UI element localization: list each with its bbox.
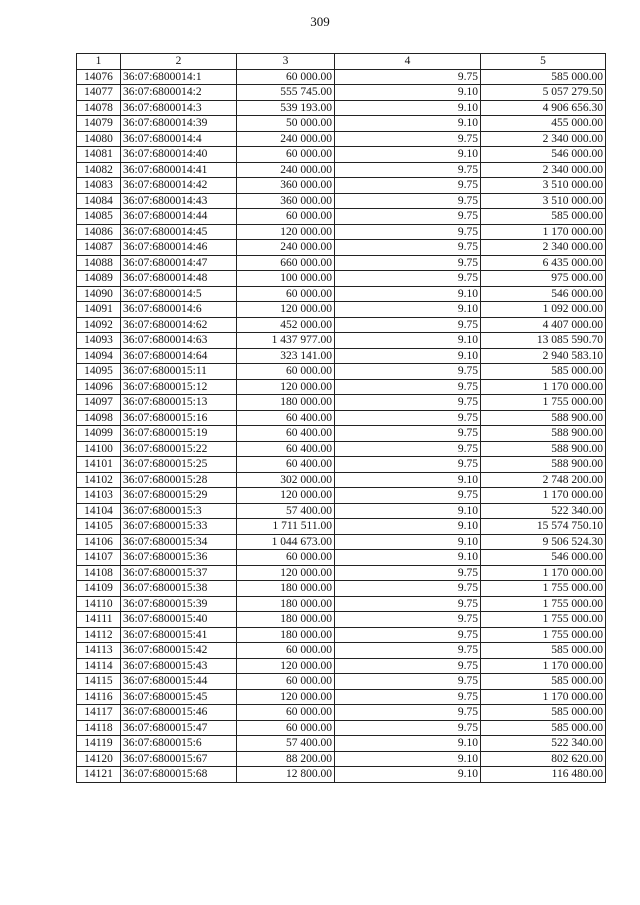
row-number-cell: 14081 — [77, 147, 121, 163]
rate-value-cell: 9.10 — [335, 286, 481, 302]
rate-value-cell: 9.75 — [335, 317, 481, 333]
area-value-cell: 360 000.00 — [237, 193, 335, 209]
cadastral-number-cell: 36:07:6800015:67 — [121, 751, 237, 767]
row-number-cell: 14088 — [77, 255, 121, 271]
table-row — [77, 472, 606, 488]
row-number-cell: 14112 — [77, 627, 121, 643]
rate-value-cell: 9.10 — [335, 519, 481, 535]
total-value-cell: 1 170 000.00 — [481, 379, 606, 395]
area-value-cell: 120 000.00 — [237, 488, 335, 504]
column-header-2: 2 — [121, 54, 237, 70]
column-header-5: 5 — [481, 54, 606, 70]
total-value-cell: 2 340 000.00 — [481, 131, 606, 147]
total-value-cell: 2 340 000.00 — [481, 240, 606, 256]
column-header-1: 1 — [77, 54, 121, 70]
rate-value-cell: 9.75 — [335, 627, 481, 643]
cadastral-number-cell: 36:07:6800015:28 — [121, 472, 237, 488]
rate-value-cell: 9.75 — [335, 209, 481, 225]
cadastral-number-cell: 36:07:6800014:2 — [121, 85, 237, 101]
cadastral-number-cell: 36:07:6800015:44 — [121, 674, 237, 690]
column-header-4: 4 — [335, 54, 481, 70]
rate-value-cell: 9.75 — [335, 178, 481, 194]
rate-value-cell: 9.10 — [335, 302, 481, 318]
table-body — [77, 69, 606, 782]
row-number-cell: 14111 — [77, 612, 121, 628]
total-value-cell: 13 085 590.70 — [481, 333, 606, 349]
total-value-cell: 1 170 000.00 — [481, 565, 606, 581]
total-value-cell: 455 000.00 — [481, 116, 606, 132]
row-number-cell: 14115 — [77, 674, 121, 690]
cadastral-number-cell: 36:07:6800014:62 — [121, 317, 237, 333]
table-row — [77, 162, 606, 178]
table-row — [77, 643, 606, 659]
total-value-cell: 2 340 000.00 — [481, 162, 606, 178]
row-number-cell: 14106 — [77, 534, 121, 550]
cadastral-number-cell: 36:07:6800014:45 — [121, 224, 237, 240]
area-value-cell: 88 200.00 — [237, 751, 335, 767]
table-row — [77, 705, 606, 721]
cadastral-number-cell: 36:07:6800014:44 — [121, 209, 237, 225]
table-row — [77, 596, 606, 612]
row-number-cell: 14084 — [77, 193, 121, 209]
row-number-cell: 14119 — [77, 736, 121, 752]
row-number-cell: 14107 — [77, 550, 121, 566]
area-value-cell: 660 000.00 — [237, 255, 335, 271]
table-row — [77, 147, 606, 163]
data-table — [76, 53, 606, 783]
rate-value-cell: 9.75 — [335, 193, 481, 209]
rate-value-cell: 9.10 — [335, 85, 481, 101]
area-value-cell: 1 711 511.00 — [237, 519, 335, 535]
area-value-cell: 60 400.00 — [237, 441, 335, 457]
table-row — [77, 69, 606, 85]
total-value-cell: 9 506 524.30 — [481, 534, 606, 550]
total-value-cell: 4 906 656.30 — [481, 100, 606, 116]
area-value-cell: 60 000.00 — [237, 364, 335, 380]
total-value-cell: 585 000.00 — [481, 674, 606, 690]
row-number-cell: 14095 — [77, 364, 121, 380]
row-number-cell: 14096 — [77, 379, 121, 395]
cadastral-number-cell: 36:07:6800014:5 — [121, 286, 237, 302]
total-value-cell: 802 620.00 — [481, 751, 606, 767]
row-number-cell: 14076 — [77, 69, 121, 85]
area-value-cell: 240 000.00 — [237, 240, 335, 256]
cadastral-number-cell: 36:07:6800015:45 — [121, 689, 237, 705]
table-row — [77, 302, 606, 318]
area-value-cell: 539 193.00 — [237, 100, 335, 116]
table-row — [77, 379, 606, 395]
cadastral-number-cell: 36:07:6800014:63 — [121, 333, 237, 349]
table-row — [77, 689, 606, 705]
table-row — [77, 751, 606, 767]
table-row — [77, 519, 606, 535]
area-value-cell: 120 000.00 — [237, 689, 335, 705]
table-row — [77, 627, 606, 643]
cadastral-number-cell: 36:07:6800015:43 — [121, 658, 237, 674]
row-number-cell: 14079 — [77, 116, 121, 132]
cadastral-number-cell: 36:07:6800015:13 — [121, 395, 237, 411]
table-row — [77, 410, 606, 426]
row-number-cell: 14116 — [77, 689, 121, 705]
rate-value-cell: 9.75 — [335, 271, 481, 287]
table-row — [77, 426, 606, 442]
total-value-cell: 585 000.00 — [481, 705, 606, 721]
cadastral-number-cell: 36:07:6800015:6 — [121, 736, 237, 752]
total-value-cell: 585 000.00 — [481, 643, 606, 659]
area-value-cell: 60 400.00 — [237, 410, 335, 426]
area-value-cell: 120 000.00 — [237, 565, 335, 581]
area-value-cell: 60 000.00 — [237, 643, 335, 659]
area-value-cell: 60 000.00 — [237, 147, 335, 163]
rate-value-cell: 9.75 — [335, 674, 481, 690]
area-value-cell: 180 000.00 — [237, 612, 335, 628]
total-value-cell: 522 340.00 — [481, 736, 606, 752]
rate-value-cell: 9.10 — [335, 333, 481, 349]
cadastral-number-cell: 36:07:6800015:68 — [121, 767, 237, 783]
total-value-cell: 588 900.00 — [481, 410, 606, 426]
cadastral-number-cell: 36:07:6800014:43 — [121, 193, 237, 209]
table-row — [77, 534, 606, 550]
row-number-cell: 14121 — [77, 767, 121, 783]
cadastral-number-cell: 36:07:6800015:40 — [121, 612, 237, 628]
cadastral-number-cell: 36:07:6800014:46 — [121, 240, 237, 256]
area-value-cell: 60 000.00 — [237, 69, 335, 85]
rate-value-cell: 9.75 — [335, 426, 481, 442]
rate-value-cell: 9.75 — [335, 488, 481, 504]
rate-value-cell: 9.75 — [335, 395, 481, 411]
table-row — [77, 658, 606, 674]
total-value-cell: 3 510 000.00 — [481, 178, 606, 194]
row-number-cell: 14077 — [77, 85, 121, 101]
area-value-cell: 180 000.00 — [237, 581, 335, 597]
total-value-cell: 975 000.00 — [481, 271, 606, 287]
area-value-cell: 1 437 977.00 — [237, 333, 335, 349]
table-row — [77, 178, 606, 194]
rate-value-cell: 9.75 — [335, 689, 481, 705]
row-number-cell: 14109 — [77, 581, 121, 597]
area-value-cell: 60 000.00 — [237, 209, 335, 225]
rate-value-cell: 9.10 — [335, 348, 481, 364]
rate-value-cell: 9.75 — [335, 410, 481, 426]
rate-value-cell: 9.75 — [335, 705, 481, 721]
table-row — [77, 550, 606, 566]
total-value-cell: 588 900.00 — [481, 426, 606, 442]
table-row — [77, 457, 606, 473]
rate-value-cell: 9.75 — [335, 441, 481, 457]
table-row — [77, 240, 606, 256]
total-value-cell: 585 000.00 — [481, 720, 606, 736]
rate-value-cell: 9.10 — [335, 472, 481, 488]
area-value-cell: 302 000.00 — [237, 472, 335, 488]
row-number-cell: 14092 — [77, 317, 121, 333]
total-value-cell: 6 435 000.00 — [481, 255, 606, 271]
total-value-cell: 588 900.00 — [481, 441, 606, 457]
cadastral-number-cell: 36:07:6800015:22 — [121, 441, 237, 457]
table-row — [77, 674, 606, 690]
cadastral-number-cell: 36:07:6800014:1 — [121, 69, 237, 85]
row-number-cell: 14099 — [77, 426, 121, 442]
table-row — [77, 612, 606, 628]
area-value-cell: 120 000.00 — [237, 658, 335, 674]
page-number: 309 — [310, 14, 330, 29]
row-number-cell: 14098 — [77, 410, 121, 426]
table-row — [77, 581, 606, 597]
area-value-cell: 180 000.00 — [237, 596, 335, 612]
rate-value-cell: 9.10 — [335, 147, 481, 163]
cadastral-number-cell: 36:07:6800015:47 — [121, 720, 237, 736]
total-value-cell: 2 940 583.10 — [481, 348, 606, 364]
total-value-cell: 4 407 000.00 — [481, 317, 606, 333]
row-number-cell: 14085 — [77, 209, 121, 225]
cadastral-number-cell: 36:07:6800015:39 — [121, 596, 237, 612]
total-value-cell: 522 340.00 — [481, 503, 606, 519]
rate-value-cell: 9.75 — [335, 69, 481, 85]
rate-value-cell: 9.75 — [335, 581, 481, 597]
row-number-cell: 14078 — [77, 100, 121, 116]
total-value-cell: 546 000.00 — [481, 550, 606, 566]
total-value-cell: 588 900.00 — [481, 457, 606, 473]
table-row — [77, 720, 606, 736]
cadastral-number-cell: 36:07:6800014:41 — [121, 162, 237, 178]
header-row — [77, 54, 606, 70]
area-value-cell: 50 000.00 — [237, 116, 335, 132]
table-row — [77, 364, 606, 380]
row-number-cell: 14118 — [77, 720, 121, 736]
cadastral-number-cell: 36:07:6800014:3 — [121, 100, 237, 116]
rate-value-cell: 9.75 — [335, 131, 481, 147]
table-row — [77, 85, 606, 101]
area-value-cell: 240 000.00 — [237, 162, 335, 178]
row-number-cell: 14104 — [77, 503, 121, 519]
area-value-cell: 57 400.00 — [237, 736, 335, 752]
rate-value-cell: 9.75 — [335, 565, 481, 581]
table-row — [77, 255, 606, 271]
table-row — [77, 736, 606, 752]
total-value-cell: 3 510 000.00 — [481, 193, 606, 209]
row-number-cell: 14101 — [77, 457, 121, 473]
table-row — [77, 224, 606, 240]
rate-value-cell: 9.10 — [335, 503, 481, 519]
total-value-cell: 1 170 000.00 — [481, 689, 606, 705]
row-number-cell: 14102 — [77, 472, 121, 488]
cadastral-number-cell: 36:07:6800015:25 — [121, 457, 237, 473]
area-value-cell: 555 745.00 — [237, 85, 335, 101]
cadastral-number-cell: 36:07:6800015:46 — [121, 705, 237, 721]
area-value-cell: 323 141.00 — [237, 348, 335, 364]
row-number-cell: 14087 — [77, 240, 121, 256]
rate-value-cell: 9.75 — [335, 658, 481, 674]
rate-value-cell: 9.75 — [335, 596, 481, 612]
cadastral-number-cell: 36:07:6800015:38 — [121, 581, 237, 597]
total-value-cell: 546 000.00 — [481, 147, 606, 163]
area-value-cell: 452 000.00 — [237, 317, 335, 333]
table-row — [77, 317, 606, 333]
table-row — [77, 131, 606, 147]
row-number-cell: 14097 — [77, 395, 121, 411]
row-number-cell: 14094 — [77, 348, 121, 364]
row-number-cell: 14089 — [77, 271, 121, 287]
rate-value-cell: 9.10 — [335, 751, 481, 767]
table-row — [77, 488, 606, 504]
rate-value-cell: 9.10 — [335, 534, 481, 550]
column-header-3: 3 — [237, 54, 335, 70]
row-number-cell: 14117 — [77, 705, 121, 721]
table-row — [77, 767, 606, 783]
row-number-cell: 14100 — [77, 441, 121, 457]
table-row — [77, 209, 606, 225]
cadastral-number-cell: 36:07:6800014:4 — [121, 131, 237, 147]
total-value-cell: 116 480.00 — [481, 767, 606, 783]
rate-value-cell: 9.10 — [335, 116, 481, 132]
area-value-cell: 120 000.00 — [237, 379, 335, 395]
cadastral-number-cell: 36:07:6800015:3 — [121, 503, 237, 519]
table-row — [77, 333, 606, 349]
cadastral-number-cell: 36:07:6800014:48 — [121, 271, 237, 287]
row-number-cell: 14083 — [77, 178, 121, 194]
table-row — [77, 503, 606, 519]
rate-value-cell: 9.75 — [335, 612, 481, 628]
cadastral-number-cell: 36:07:6800015:42 — [121, 643, 237, 659]
total-value-cell: 1 755 000.00 — [481, 395, 606, 411]
total-value-cell: 585 000.00 — [481, 69, 606, 85]
table-row — [77, 116, 606, 132]
area-value-cell: 60 400.00 — [237, 426, 335, 442]
area-value-cell: 180 000.00 — [237, 395, 335, 411]
cadastral-number-cell: 36:07:6800015:41 — [121, 627, 237, 643]
row-number-cell: 14090 — [77, 286, 121, 302]
rate-value-cell: 9.75 — [335, 364, 481, 380]
rate-value-cell: 9.75 — [335, 457, 481, 473]
rate-value-cell: 9.10 — [335, 736, 481, 752]
cadastral-number-cell: 36:07:6800015:37 — [121, 565, 237, 581]
table-row — [77, 565, 606, 581]
cadastral-number-cell: 36:07:6800015:11 — [121, 364, 237, 380]
rate-value-cell: 9.75 — [335, 643, 481, 659]
area-value-cell: 100 000.00 — [237, 271, 335, 287]
table-row — [77, 100, 606, 116]
total-value-cell: 15 574 750.10 — [481, 519, 606, 535]
cadastral-number-cell: 36:07:6800015:36 — [121, 550, 237, 566]
row-number-cell: 14103 — [77, 488, 121, 504]
area-value-cell: 1 044 673.00 — [237, 534, 335, 550]
table-row — [77, 441, 606, 457]
total-value-cell: 1 170 000.00 — [481, 224, 606, 240]
area-value-cell: 60 000.00 — [237, 705, 335, 721]
table-row — [77, 271, 606, 287]
cadastral-number-cell: 36:07:6800014:6 — [121, 302, 237, 318]
total-value-cell: 1 755 000.00 — [481, 581, 606, 597]
cadastral-number-cell: 36:07:6800014:40 — [121, 147, 237, 163]
table-row — [77, 286, 606, 302]
area-value-cell: 60 000.00 — [237, 720, 335, 736]
cadastral-number-cell: 36:07:6800014:39 — [121, 116, 237, 132]
area-value-cell: 60 000.00 — [237, 550, 335, 566]
row-number-cell: 14105 — [77, 519, 121, 535]
area-value-cell: 60 000.00 — [237, 674, 335, 690]
row-number-cell: 14086 — [77, 224, 121, 240]
area-value-cell: 60 000.00 — [237, 286, 335, 302]
row-number-cell: 14082 — [77, 162, 121, 178]
cadastral-number-cell: 36:07:6800015:29 — [121, 488, 237, 504]
cadastral-number-cell: 36:07:6800015:34 — [121, 534, 237, 550]
total-value-cell: 1 755 000.00 — [481, 612, 606, 628]
area-value-cell: 12 800.00 — [237, 767, 335, 783]
area-value-cell: 180 000.00 — [237, 627, 335, 643]
row-number-cell: 14093 — [77, 333, 121, 349]
table-row — [77, 348, 606, 364]
total-value-cell: 546 000.00 — [481, 286, 606, 302]
cadastral-number-cell: 36:07:6800015:19 — [121, 426, 237, 442]
cadastral-number-cell: 36:07:6800014:47 — [121, 255, 237, 271]
row-number-cell: 14120 — [77, 751, 121, 767]
area-value-cell: 240 000.00 — [237, 131, 335, 147]
area-value-cell: 57 400.00 — [237, 503, 335, 519]
area-value-cell: 120 000.00 — [237, 224, 335, 240]
total-value-cell: 5 057 279.50 — [481, 85, 606, 101]
cadastral-number-cell: 36:07:6800015:12 — [121, 379, 237, 395]
rate-value-cell: 9.10 — [335, 767, 481, 783]
area-value-cell: 360 000.00 — [237, 178, 335, 194]
row-number-cell: 14114 — [77, 658, 121, 674]
cadastral-number-cell: 36:07:6800014:64 — [121, 348, 237, 364]
row-number-cell: 14108 — [77, 565, 121, 581]
area-value-cell: 120 000.00 — [237, 302, 335, 318]
total-value-cell: 1 755 000.00 — [481, 596, 606, 612]
row-number-cell: 14110 — [77, 596, 121, 612]
rate-value-cell: 9.10 — [335, 100, 481, 116]
rate-value-cell: 9.75 — [335, 379, 481, 395]
row-number-cell: 14080 — [77, 131, 121, 147]
rate-value-cell: 9.75 — [335, 255, 481, 271]
total-value-cell: 1 170 000.00 — [481, 658, 606, 674]
total-value-cell: 585 000.00 — [481, 364, 606, 380]
area-value-cell: 60 400.00 — [237, 457, 335, 473]
table-row — [77, 193, 606, 209]
total-value-cell: 1 170 000.00 — [481, 488, 606, 504]
table-row — [77, 395, 606, 411]
total-value-cell: 2 748 200.00 — [481, 472, 606, 488]
rate-value-cell: 9.75 — [335, 162, 481, 178]
total-value-cell: 585 000.00 — [481, 209, 606, 225]
rate-value-cell: 9.10 — [335, 550, 481, 566]
total-value-cell: 1 755 000.00 — [481, 627, 606, 643]
total-value-cell: 1 092 000.00 — [481, 302, 606, 318]
cadastral-number-cell: 36:07:6800015:33 — [121, 519, 237, 535]
rate-value-cell: 9.75 — [335, 720, 481, 736]
rate-value-cell: 9.75 — [335, 240, 481, 256]
rate-value-cell: 9.75 — [335, 224, 481, 240]
row-number-cell: 14091 — [77, 302, 121, 318]
row-number-cell: 14113 — [77, 643, 121, 659]
cadastral-number-cell: 36:07:6800014:42 — [121, 178, 237, 194]
cadastral-number-cell: 36:07:6800015:16 — [121, 410, 237, 426]
